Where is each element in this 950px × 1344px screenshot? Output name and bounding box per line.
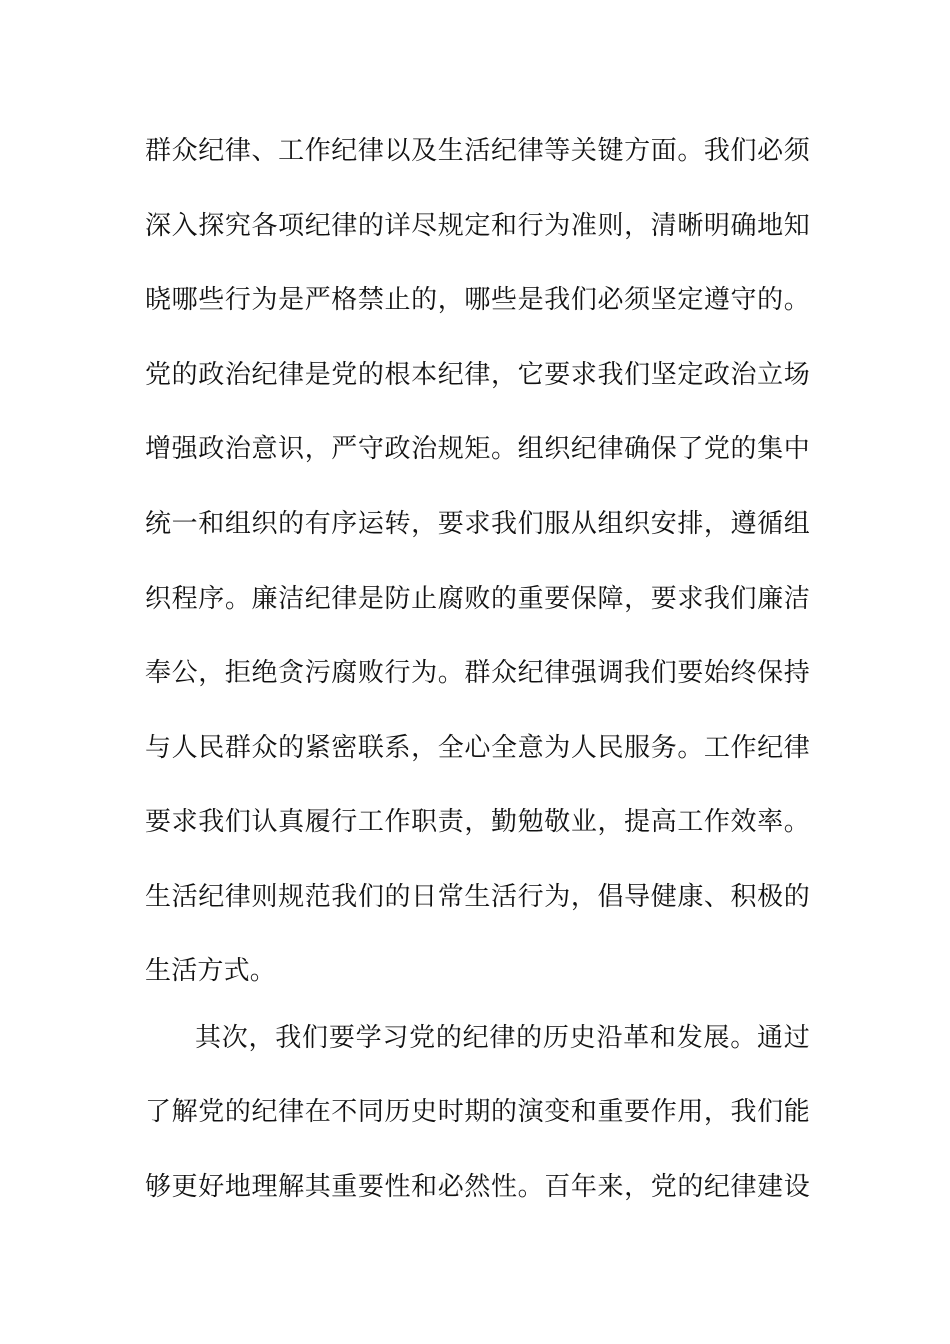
paragraph-first-line: 其次，我们要学习党的纪律的历史沿革和发展。通过 (195, 1023, 810, 1053)
text-line: 深入探究各项纪律的详尽规定和行为准则，清晰明确地知 (145, 211, 810, 241)
text-line: 要求我们认真履行工作职责，勤勉敬业，提高工作效率。 (145, 807, 810, 837)
text-line: 织程序。廉洁纪律是防止腐败的重要保障，要求我们廉洁 (145, 584, 810, 614)
text-line: 了解党的纪律在不同历史时期的演变和重要作用，我们能 (145, 1097, 810, 1127)
text-line: 晓哪些行为是严格禁止的，哪些是我们必须坚定遵守的。 (145, 285, 810, 315)
text-line: 党的政治纪律是党的根本纪律，它要求我们坚定政治立场 (145, 360, 810, 390)
text-line: 群众纪律、工作纪律以及生活纪律等关键方面。我们必须 (145, 136, 810, 166)
text-line: 奉公，拒绝贪污腐败行为。群众纪律强调我们要始终保持 (145, 658, 810, 688)
text-line: 统一和组织的有序运转，要求我们服从组织安排，遵循组 (145, 509, 810, 539)
text-line: 与人民群众的紧密联系，全心全意为人民服务。工作纪律 (145, 733, 810, 763)
text-line: 增强政治意识，严守政治规矩。组织纪律确保了党的集中 (145, 434, 810, 464)
text-line: 够更好地理解其重要性和必然性。百年来，党的纪律建设 (145, 1172, 810, 1202)
text-line: 生活纪律则规范我们的日常生活行为，倡导健康、积极的 (145, 882, 810, 912)
text-line: 生活方式。 (145, 956, 277, 986)
